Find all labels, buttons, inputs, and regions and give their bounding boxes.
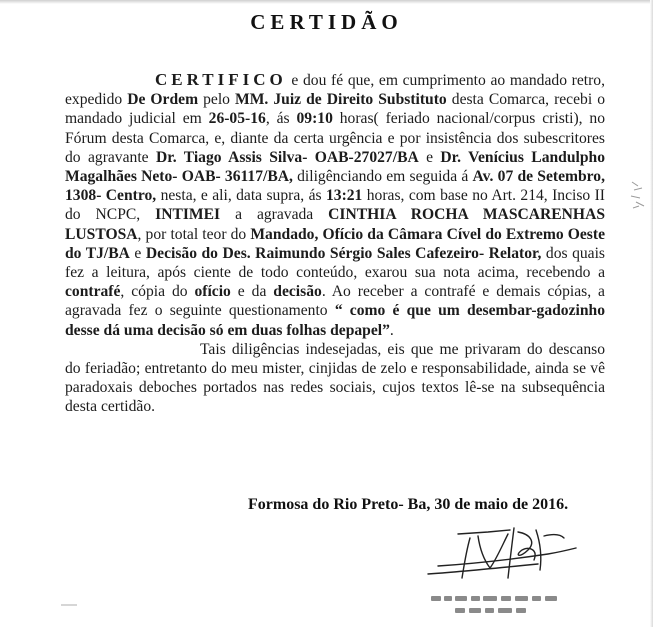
bold-run: contrafé [65, 283, 121, 301]
bold-run: 09:10 [296, 110, 333, 128]
page-top-edge [0, 0, 653, 4]
bold-run: Mandado, Ofício da Câmara Cível do Extremo Oeste do TJ/BA [65, 225, 605, 262]
certificate-paragraph-2: Tais diligências indesejadas, eis que me privaram do descanso do feriadão; entretanto do meu mister, cinjidas de zelo e responsabilidade, ainda se vê paradoxais deboches portados nas redes sociais, cujos textos lê-se na subsequência desta certidão. [65, 340, 605, 416]
text-run: pelo [198, 91, 235, 109]
text-run: , cópia do [120, 283, 195, 301]
bold-run: Av. 07 de Setembro, 1308- Centro, [65, 168, 605, 205]
bold-run: Dr. Tiago Assis Silva- OAB-27027/BA [155, 148, 419, 166]
certificate-paragraph-1 [65, 70, 605, 340]
bold-run: CINTHIA ROCHA MASCARENHAS LUSTOSA [65, 206, 606, 243]
bold-run: 26-05-16 [208, 110, 266, 128]
text-run: e [129, 244, 146, 262]
quoted-question: “ como é que um desembar-gadozinho desse dá uma decisão só em duas folhas depapel” [65, 302, 605, 339]
bold-run: INTIMEI [155, 206, 221, 224]
bold-run: MM. Juiz de Direito Substituto [234, 91, 447, 109]
bold-run: Decisão do Des. Raimundo Sérgio Sales Cafezeiro- Relator, [145, 244, 542, 262]
text-run: , por total teor do [137, 225, 251, 243]
bold-run: De Ordem [127, 91, 199, 109]
text-run: e da [230, 283, 274, 301]
bold-run: 13:21 [325, 187, 363, 205]
text-run: horas( feriado nacional/corpus cristi), no Fórum desta Comarca, e, diante da certa urgência e por insistência dos subescritores do agravante [65, 110, 606, 166]
place-date-line: Formosa do Rio Preto- Ba, 30 de maio de 2016. [248, 496, 569, 513]
text-run: diligênciando em seguida á [292, 168, 473, 186]
text-run: horas, com base no Art. 214, Inciso II do NCPC, [65, 187, 605, 224]
document-title: CERTIDÃO [250, 10, 403, 34]
bold-run: ofício [194, 283, 231, 301]
margin-scribble [628, 176, 650, 214]
text-run: . [389, 321, 394, 339]
footer-dash [60, 602, 78, 608]
official-stamp [425, 590, 570, 626]
bold-run: Dr. Venícius Landulpho Magalhães Neto- OAB- 36117/BA, [65, 148, 605, 186]
text-run: a agravada [220, 206, 329, 224]
text-run: e dou fé que, em cumprimento ao mandado retro, expedido [65, 72, 605, 109]
handwritten-signature [418, 520, 583, 590]
certificate-body [65, 70, 605, 417]
bold-run: decisão [273, 283, 322, 301]
certifico-heading: CERTIFICO [155, 70, 287, 89]
text-run: nesta, e ali, data supra, ás [156, 187, 326, 205]
text-run: dos quais fez a leitura, após ciente de todo conteúdo, exarou sua nota acima, recebendo a [65, 244, 606, 282]
text-run: . Ao receber a contrafé e demais cópias, a agravada fez o seguinte questionamento [65, 283, 605, 320]
text-run: e [418, 148, 441, 166]
text-run: , ás [265, 110, 297, 128]
text-run: desta Comarca, recebi o mandado judicial em [65, 91, 605, 128]
